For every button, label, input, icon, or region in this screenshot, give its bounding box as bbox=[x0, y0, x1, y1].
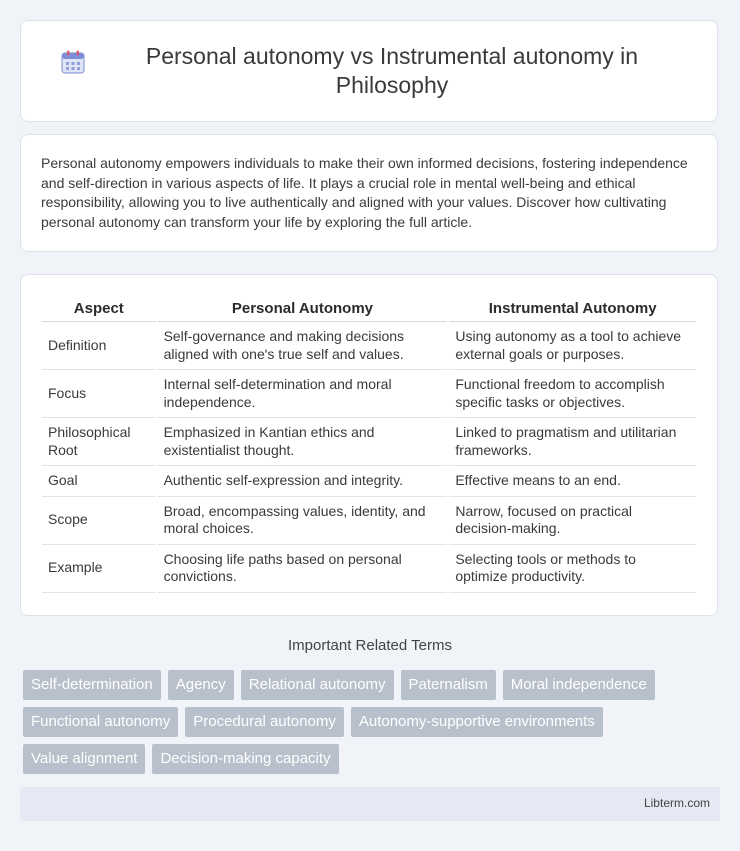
tag-decision-making-capacity[interactable]: Decision-making capacity bbox=[152, 744, 338, 774]
header-personal: Personal Autonomy bbox=[158, 297, 448, 322]
tag-value-alignment[interactable]: Value alignment bbox=[23, 744, 145, 774]
table-header-row bbox=[42, 297, 696, 322]
tag-relational-autonomy[interactable]: Relational autonomy bbox=[241, 670, 394, 700]
tag-functional-autonomy[interactable]: Functional autonomy bbox=[23, 707, 178, 737]
table-row bbox=[42, 370, 696, 418]
calendar-icon bbox=[59, 48, 87, 76]
cell-aspect: Scope bbox=[42, 497, 156, 545]
cell-aspect: Focus bbox=[42, 370, 156, 418]
cell-aspect: Example bbox=[42, 545, 156, 593]
footer bbox=[20, 787, 720, 821]
cell-aspect: Goal bbox=[42, 466, 156, 497]
cell-instrumental: Linked to pragmatism and utilitarian frameworks. bbox=[449, 418, 696, 466]
cell-instrumental: Functional freedom to accomplish specific tasks or objectives. bbox=[449, 370, 696, 418]
tag-moral-independence[interactable]: Moral independence bbox=[503, 670, 655, 700]
table-row bbox=[42, 418, 696, 466]
cell-instrumental: Selecting tools or methods to optimize productivity. bbox=[449, 545, 696, 593]
comparison-table bbox=[40, 297, 698, 593]
cell-instrumental: Effective means to an end. bbox=[449, 466, 696, 497]
cell-aspect: Philosophical Root bbox=[42, 418, 156, 466]
related-terms-title: Important Related Terms bbox=[288, 637, 452, 654]
cell-aspect: Definition bbox=[42, 322, 156, 370]
tag-autonomy-supportive-environments[interactable]: Autonomy-supportive environments bbox=[351, 707, 603, 737]
comparison-card bbox=[20, 274, 718, 616]
cell-personal: Broad, encompassing values, identity, and moral choices. bbox=[158, 497, 448, 545]
cell-instrumental: Using autonomy as a tool to achieve external goals or purposes. bbox=[449, 322, 696, 370]
page-title: Personal autonomy vs Instrumental autonomy in Philosophy bbox=[145, 43, 639, 98]
cell-personal: Self-governance and making decisions aligned with one's true self and values. bbox=[158, 322, 448, 370]
tag-self-determination[interactable]: Self-determination bbox=[23, 670, 161, 700]
tag-paternalism[interactable]: Paternalism bbox=[401, 670, 496, 700]
tag-procedural-autonomy[interactable]: Procedural autonomy bbox=[185, 707, 344, 737]
footer-brand-link[interactable]: Libterm.com bbox=[643, 796, 710, 810]
cell-personal: Emphasized in Kantian ethics and existentialist thought. bbox=[158, 418, 448, 466]
cell-personal: Choosing life paths based on personal convictions. bbox=[158, 545, 448, 593]
cell-personal: Internal self-determination and moral independence. bbox=[158, 370, 448, 418]
title-card bbox=[20, 20, 718, 122]
tag-agency[interactable]: Agency bbox=[168, 670, 234, 700]
title-wrap bbox=[59, 42, 679, 100]
related-terms-list bbox=[23, 670, 723, 774]
intro-card bbox=[20, 134, 718, 252]
header-instrumental: Instrumental Autonomy bbox=[449, 297, 696, 322]
cell-personal: Authentic self-expression and integrity. bbox=[158, 466, 448, 497]
intro-paragraph: Personal autonomy empowers individuals to make their own informed decisions, fostering independence and self-direction in various aspects of life. It plays a crucial role in mental well-being and ethical responsibility, allowing you to live authentically and aligned with your values. Discover how cultivating personal autonomy can transform your life by exploring the full article. bbox=[41, 155, 688, 230]
table-row bbox=[42, 322, 696, 370]
header-aspect: Aspect bbox=[42, 297, 156, 322]
table-row bbox=[42, 466, 696, 497]
table-row bbox=[42, 497, 696, 545]
cell-instrumental: Narrow, focused on practical decision-making. bbox=[449, 497, 696, 545]
table-row bbox=[42, 545, 696, 593]
